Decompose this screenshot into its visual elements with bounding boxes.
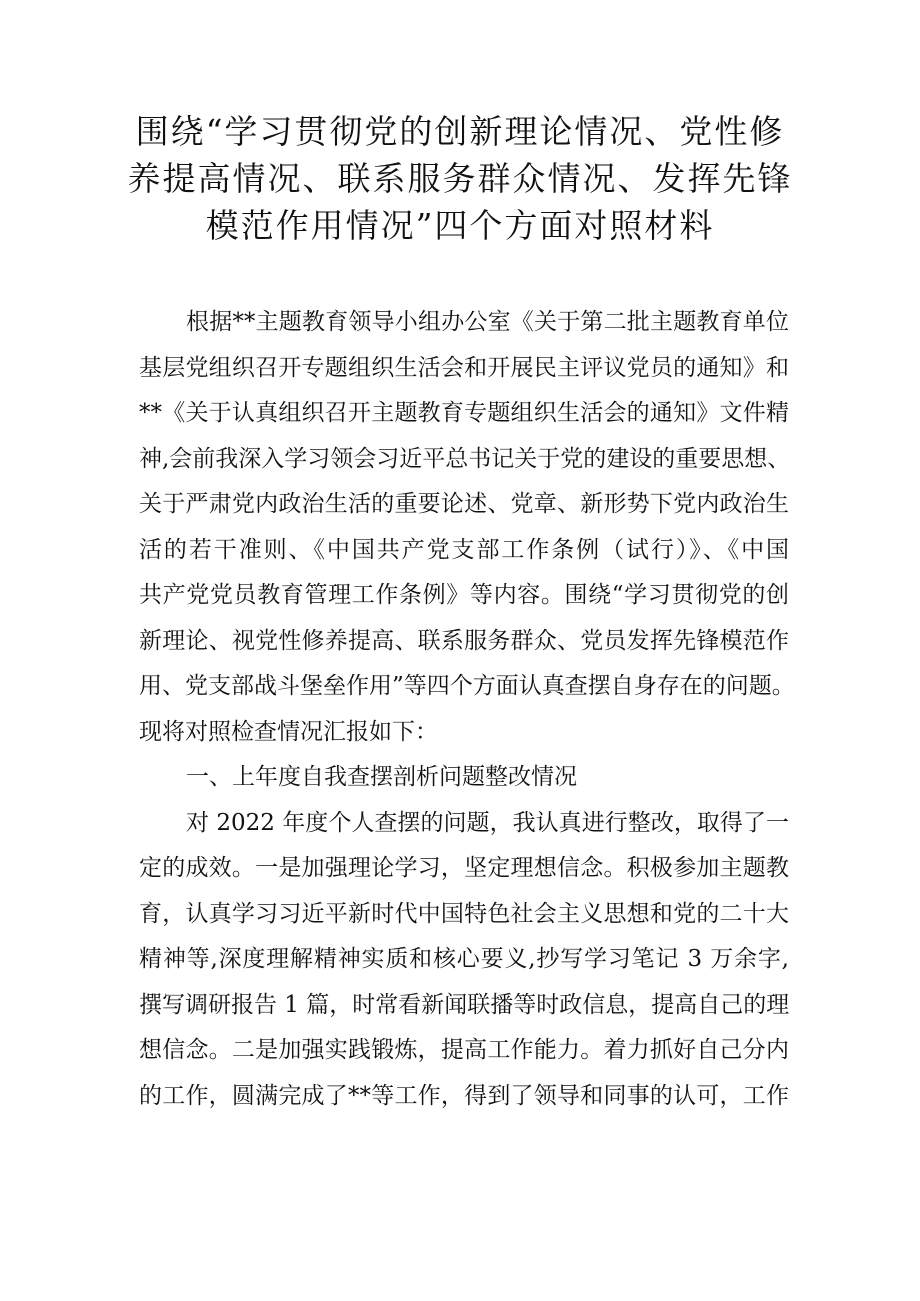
text-line: 育，认真学习习近平新时代中国特色社会主义思想和党的二十大 — [139, 900, 789, 927]
text-line: 根据**主题教育领导小组办公室《关于第二批主题教育单位 — [186, 309, 789, 335]
title-line: 养提高情况、联系服务群众情况、发挥先锋 — [127, 159, 793, 198]
text-line: 新理论、视党性修养提高、联系服务群众、党员发挥先锋模范作 — [139, 627, 789, 654]
paragraph-rectification — [139, 801, 789, 1120]
text-line: 神,会前我深入学习领会习近平总书记关于党的建设的重要思想、 — [139, 445, 791, 472]
text-line: 基层党组织召开专题组织生活会和开展民主评议党员的通知》和 — [139, 354, 789, 381]
paragraph-intro — [139, 300, 795, 755]
text-line: 想信念。二是加强实践锻炼，提高工作能力。着力抓好自己分内 — [139, 1037, 789, 1063]
text-line: 关于严肃党内政治生活的重要论述、党章、新形势下党内政治生 — [139, 491, 789, 517]
text-line: 定的成效。一是加强理论学习，坚定理想信念。积极参加主题教 — [139, 855, 789, 881]
text-line: 精神等,深度理解精神实质和核心要义,抄写学习笔记 3 万余字, — [139, 946, 789, 972]
text-line: **《关于认真组织召开主题教育专题组织生活会的通知》文件精 — [139, 400, 789, 426]
section-heading-text: 一、上年度自我查摆剖析问题整改情况 — [186, 764, 577, 790]
document-body — [139, 300, 795, 1119]
section-heading — [139, 755, 789, 801]
text-line: 用、党支部战斗堡垒作用”等四个方面认真查摆自身存在的问题。 — [139, 673, 795, 699]
title-line: 围绕“学习贯彻党的创新理论情况、党性修 — [135, 112, 785, 151]
text-line: 现将对照检查情况汇报如下： — [139, 718, 438, 745]
text-line: 对 2022 年度个人查摆的问题，我认真进行整改，取得了一 — [186, 809, 789, 836]
text-line: 撰写调研报告 1 篇，时常看新闻联播等时政信息，提高自己的理 — [139, 991, 790, 1018]
text-line: 共产党党员教育管理工作条例》等内容。围绕“学习贯彻党的创 — [139, 582, 789, 608]
text-line: 的工作，圆满完成了**等工作，得到了领导和同事的认可，工作 — [139, 1082, 789, 1109]
title-line: 模范作用情况”四个方面对照材料 — [205, 206, 715, 245]
document-title — [120, 108, 800, 249]
text-line: 活的若干准则、《中国共产党支部工作条例（试行）》、《中国 — [139, 536, 789, 563]
